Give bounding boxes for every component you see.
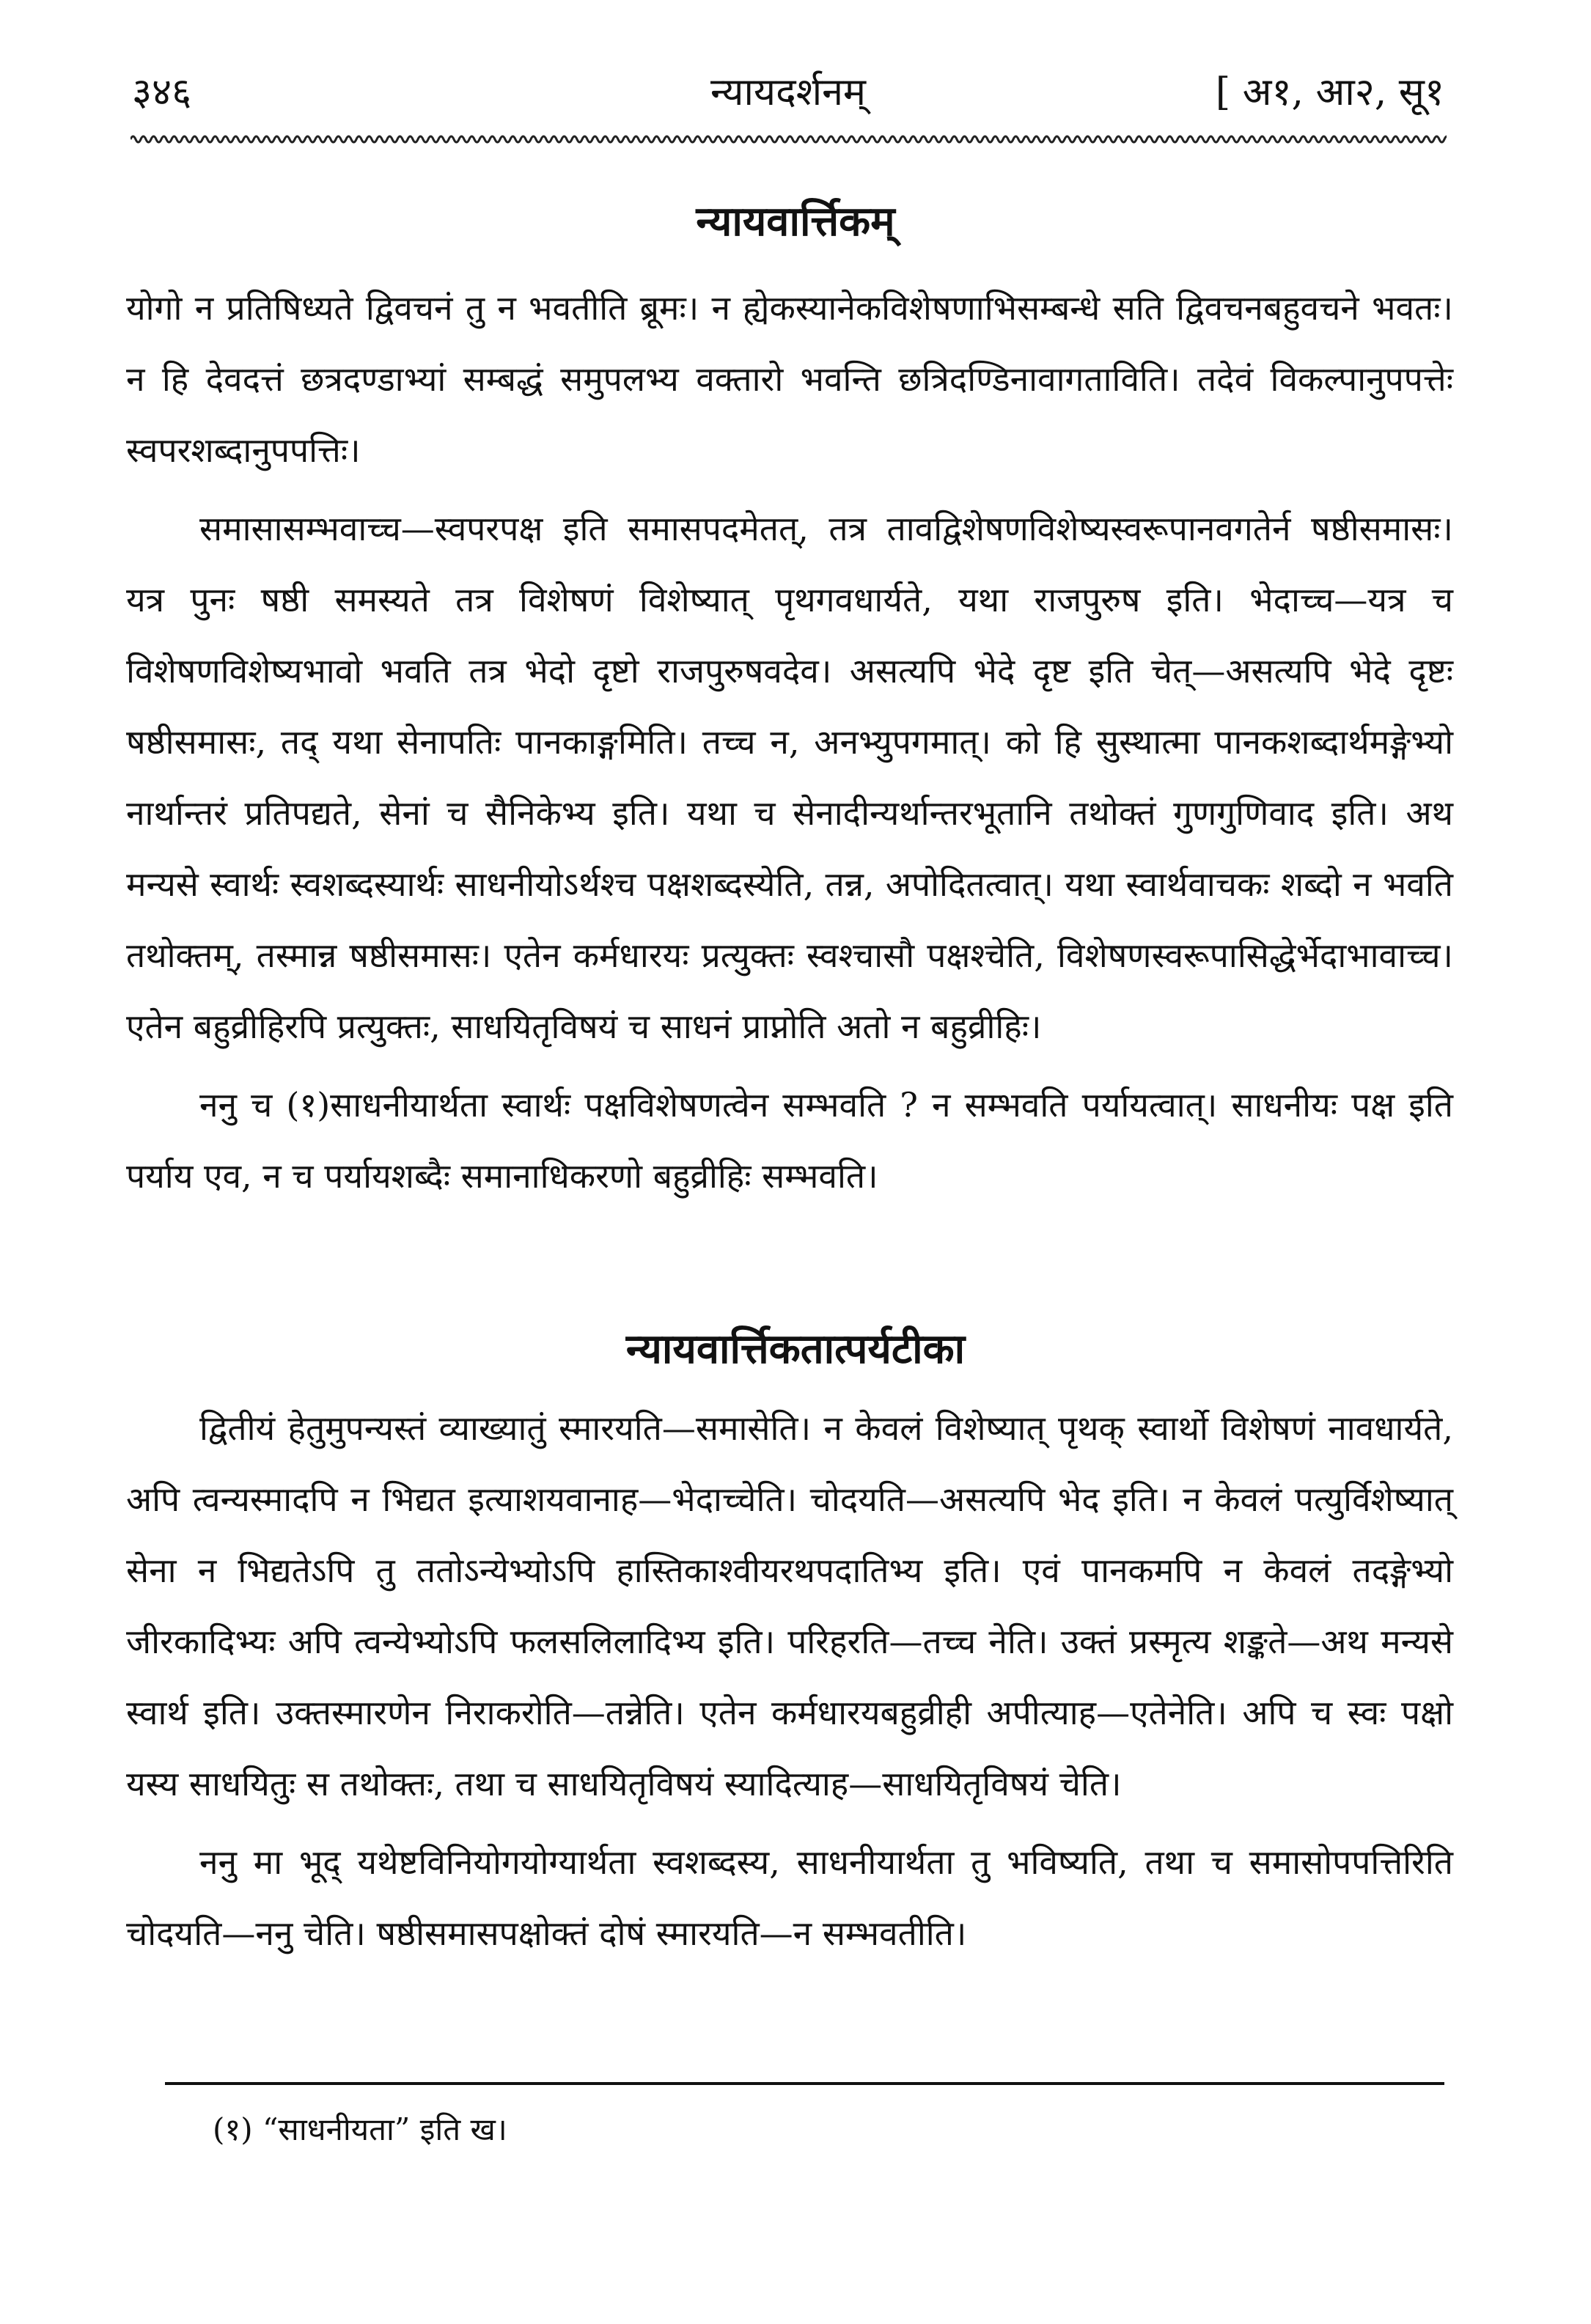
page-number: ३४६ — [132, 70, 192, 114]
vartika-text — [126, 273, 1453, 1212]
tatparyatika-text — [126, 1393, 1453, 1969]
footnote: (१) “साधनीयता” इति ख। — [213, 2111, 507, 2147]
vartika-paragraph: समासासम्भवाच्च—स्वपरपक्ष इति समासपदमेतत्, तत्र तावद्विशेषणविशेष्यस्वरूपानवगतेर्न षष्ठीसमासः। यत्र पुनः षष्ठी समस्यते तत्र विशेषणं विशेष्यात् पृथगवधार्यते, यथा राजपुरुष इति। भेदाच्च—यत्र च विशेषणविशेष्यभावो भवति तत्र भेदो दृष्टो राजपुरुषवदेव। असत्यपि भेदे दृष्ट इति चेत्—असत्यपि भेदे दृष्टः षष्ठीसमासः, तद् यथा सेनापतिः पानकाङ्गमिति। तच्च न, अनभ्युपगमात्। को हि सुस्थात्मा पानकशब्दार्थमङ्गेभ्यो नार्थान्तरं प्रतिपद्यते, सेनां च सैनिकेभ्य इति। यथा च सेनादीन्यर्थान्तरभूतानि तथोक्तं गुणगुणिवाद इति। अथ मन्यसे स्वार्थः स्वशब्दस्यार्थः साधनीयोऽर्थश्च पक्षशब्दस्येति, तन्न, अपोदितत्वात्। यथा स्वार्थवाचकः शब्दो न भवति तथोक्तम्, तस्मान्न षष्ठीसमासः। एतेन कर्मधारयः प्रत्युक्तः स्वश्चासौ पक्षश्चेति, विशेषणस्वरूपासिद्धेर्भेदाभावाच्च। एतेन बहुव्रीहिरपि प्रत्युक्तः, साधयितृविषयं च साधनं प्राप्नोति अतो न बहुव्रीहिः। — [126, 509, 1453, 1046]
section-title-vartika: न्यायवार्त्तिकम् — [696, 197, 895, 246]
page-header — [132, 65, 1444, 123]
tika-paragraph: द्वितीयं हेतुमुपन्यस्तं व्याख्यातुं स्मारयति—समासेति। न केवलं विशेष्यात् पृथक् स्वार्थो विशेषणं नावधार्यते, अपि त्वन्यस्मादपि न भिद्यत इत्याशयवानाह—भेदाच्चेति। चोदयति—असत्यपि भेद इति। न केवलं पत्युर्विशेष्यात् सेना न भिद्यतेऽपि तु ततोऽन्येभ्योऽपि हास्तिकाश्वीयरथपदातिभ्य इति। एवं पानकमपि न केवलं तदङ्गेभ्यो जीरकादिभ्यः अपि त्वन्येभ्योऽपि फलसलिलादिभ्य इति। परिहरति—तच्च नेति। उक्तं प्रस्मृत्य शङ्कते—अथ मन्यसे स्वार्थ इति। उक्तस्मारणेन निराकरोति—तन्नेति। एतेन कर्मधारयबहुव्रीही अपीत्याह—एतेनेति। अपि च स्वः पक्षो यस्य साधयितुः स तथोक्तः, तथा च साधयितृविषयं स्यादित्याह—साधयितृविषयं चेति। — [126, 1408, 1453, 1803]
footnote-divider — [165, 2082, 1444, 2085]
section-reference: [ अ१, आ२, सू१ — [1215, 70, 1444, 114]
section-title-tatparyatika: न्यायवार्त्तिकतात्पर्यटीका — [625, 1325, 966, 1373]
vartika-paragraph: ननु च (१)साधनीयार्थता स्वार्थः पक्षविशेषणत्वेन सम्भवति ? न सम्भवति पर्यायत्वात्। साधनीयः पक्ष इति पर्याय एव, न च पर्यायशब्दैः समानाधिकरणो बहुव्रीहिः सम्भवति। — [126, 1085, 1453, 1196]
vartika-paragraph: योगो न प्रतिषिध्यते द्विवचनं तु न भवतीति ब्रूमः। न ह्येकस्यानेकविशेषणाभिसम्बन्धे सति द्विवचनबहुवचने भवतः। न हि देवदत्तं छत्रदण्डाभ्यां सम्बद्धं समुपलभ्य वक्तारो भवन्ति छत्रिदण्डिनावागताविति। तदेवं विकल्पानुपपत्तेः स्वपरशब्दानुपपत्तिः। — [126, 288, 1453, 470]
header-wavy-rule — [131, 130, 1447, 148]
tika-paragraph: ननु मा भूद् यथेष्टविनियोगयोग्यार्थता स्वशब्दस्य, साधनीयार्थता तु भविष्यति, तथा च समासोपपत्तिरिति चोदयति—ननु चेति। षष्ठीसमासपक्षोक्तं दोषं स्मारयति—न सम्भवतीति। — [126, 1842, 1453, 1953]
running-title: न्यायदर्शनम् — [710, 70, 867, 114]
